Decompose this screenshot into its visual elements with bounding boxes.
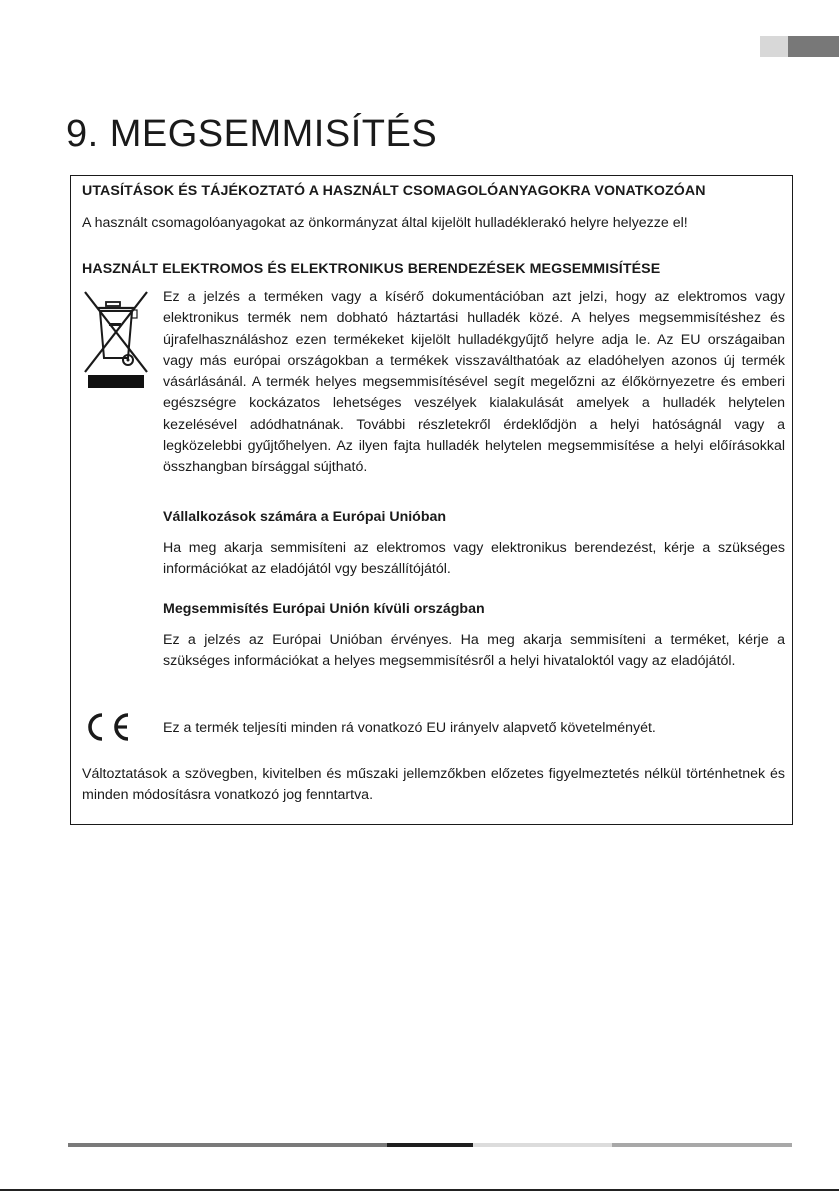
outside-eu-heading: Megsemmisítés Európai Unión kívüli országban: [163, 601, 485, 617]
packaging-text: A használt csomagolóanyagokat az önkormányzat által kijelölt hulladéklerakó helyre helyezze el!: [82, 215, 688, 231]
weee-heading: HASZNÁLT ELEKTROMOS ÉS ELEKTRONIKUS BERENDEZÉSEK MEGSEMMISÍTÉSE: [82, 261, 661, 277]
ce-text: Ez a termék teljesíti minden rá vonatkozó EU irányelv alapvető követelményét.: [163, 720, 656, 736]
page-tab-marker-light: [760, 36, 788, 57]
page-title: 9. MEGSEMMISÍTÉS: [66, 113, 438, 155]
footer-bar-segment-4: [612, 1143, 792, 1147]
crossed-out-wheelie-bin-icon: [83, 288, 149, 380]
weee-text: Ez a jelzés a terméken vagy a kísérő dokumentációban azt jelzi, hogy az elektromos vagy elektronikus termék nem dobható háztartási hulladék közé. A helyes megsemmisítéshez és újrafelhasználáshoz ezen termékeket kijelölt hulladékgyűjtő helyre adja le. Az EU országaiban vagy más európai országokban a termékek visszaválthatóak az eladóhelyen azonos új termék vásárlásánál. A termék helyes megsemmisítésével segít megelőzni az élőkörnyezetre és emberi egészségre kockázatos lehetséges veszélyek kialakulását amelyek a hulladék helytelen kezelésével adódhatnának. További részletekről érdeklődjön a helyi hatóságnál vagy a legközelebbi gyűjtőhelyen. Az ilyen fajta hulladék helytelen megsemmisítése a helyi előírásokkal összhangban bírsággal sújtható.: [163, 289, 785, 476]
footer-bar-segment-2: [387, 1143, 473, 1147]
footer-bar-segment-3: [473, 1143, 612, 1147]
page-tab-marker-dark: [788, 36, 839, 57]
business-heading: Vállalkozások számára a Európai Unióban: [163, 509, 447, 525]
footer-bar-segment-1: [68, 1143, 387, 1147]
page-bottom-edge: [0, 1189, 839, 1191]
packaging-heading: UTASÍTÁSOK ÉS TÁJÉKOZTATÓ A HASZNÁLT CSOMAGOLÓANYAGOKRA VONATKOZÓAN: [82, 183, 706, 199]
disclaimer-text: Változtatások a szövegben, kivitelben és műszaki jellemzőkben előzetes figyelmeztetés nélkül történhetnek és minden módosításra vonatkozó jog fenntartva.: [82, 766, 785, 804]
business-text: Ha meg akarja semmisíteni az elektromos vagy elektronikus berendezést, kérje a szükséges információkat az eladójától vgy beszállítójától.: [163, 540, 785, 578]
weee-date-bar: [88, 375, 144, 388]
disposal-info-box: [70, 175, 793, 825]
outside-eu-text: Ez a jelzés az Európai Unióban érvényes. Ha meg akarja semmisíteni a terméket, kérje a szükséges információkat a helyes megsemmisítésről a helyi hivataloktól vagy az eladójától.: [163, 632, 785, 670]
ce-mark-icon: [82, 712, 132, 742]
